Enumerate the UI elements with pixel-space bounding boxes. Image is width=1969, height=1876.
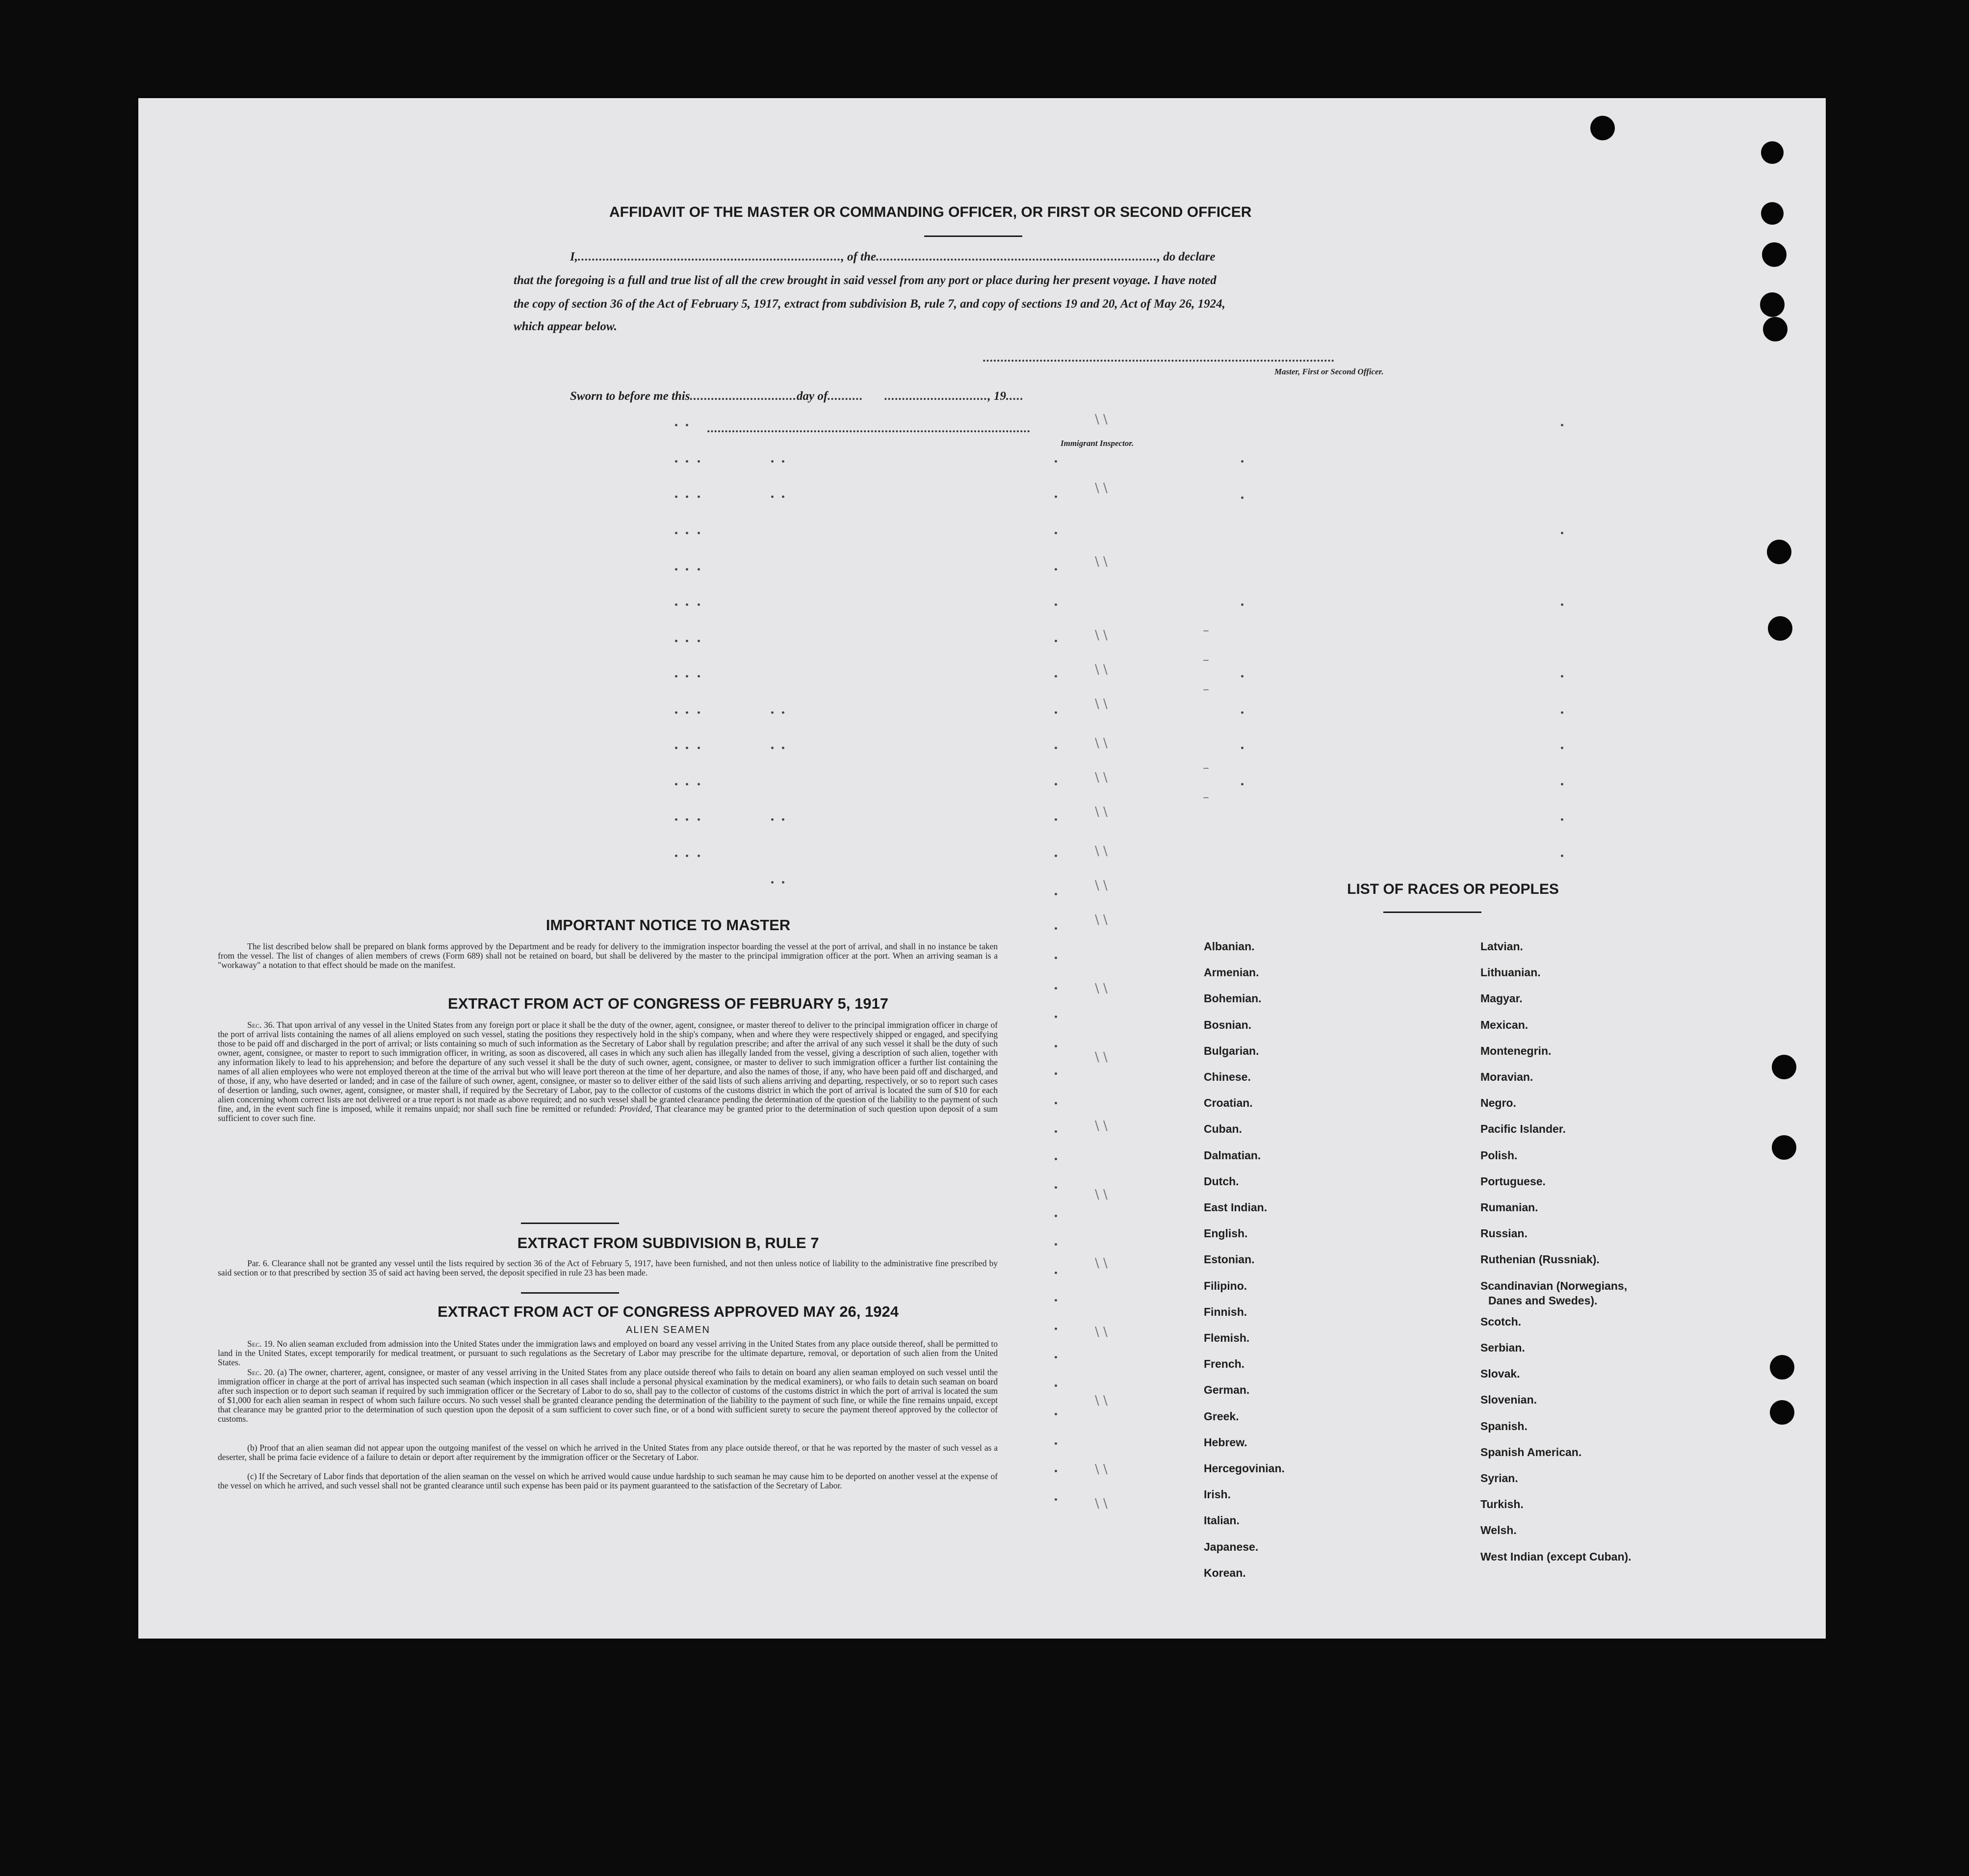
race-item: East Indian. — [1204, 1201, 1268, 1214]
divider — [1383, 912, 1481, 913]
race-item: Irish. — [1204, 1488, 1231, 1501]
race-item: Montenegrin. — [1480, 1044, 1552, 1057]
race-item: Albanian. — [1204, 940, 1255, 953]
binder-hole — [1590, 116, 1615, 140]
race-item: French. — [1204, 1357, 1245, 1371]
inspector-label: Immigrant Inspector. — [1061, 439, 1134, 448]
sworn-line: Sworn to before me this..............................day of.......... ............................., 19..... — [570, 390, 1024, 403]
race-item: Dutch. — [1204, 1174, 1239, 1188]
race-item: Japanese. — [1204, 1540, 1259, 1553]
binder-hole — [1761, 202, 1784, 225]
race-item: Slovak. — [1480, 1367, 1520, 1381]
binder-hole — [1763, 317, 1788, 341]
binder-hole — [1760, 292, 1785, 317]
race-item: Spanish American. — [1480, 1445, 1582, 1459]
declaration-line-2: that the foregoing is a full and true list of all the crew brought in said vessel from any port or place during her present voyage. I have noted — [514, 274, 1217, 287]
race-item: Turkish. — [1480, 1498, 1524, 1511]
race-item: Croatian. — [1204, 1096, 1253, 1110]
race-item: Hebrew. — [1204, 1435, 1247, 1449]
notice-text: The list described below shall be prepared on blank forms approved by the Department and be ready for delivery to the immigration inspector boarding the vessel at the port of arrival, and shall in no instance be taken from the vessel. The list of changes of alien members of crews (Form 689) shall not be retained on board, but shall be delivered by the master to the principal immigration officer at the port. When an arriving seaman is a "workaway" a notation to that effect should be made on the manifest. — [218, 941, 998, 970]
race-item: Pacific Islander. — [1480, 1122, 1566, 1136]
act-1924-sec-19: Sec. 19. No alien seaman excluded from admission into the United States under the immigration laws and employed on board any vessel arriving in the United States from any place outside thereof, shall be permitted to land in the United States, except temporarily for medical treatment, or pursuant to such regulations as the Secretary of Labor may prescribe for the ultimate departure, removal, or deportation of such alien from the United States. — [218, 1339, 998, 1367]
declaration-line-4: which appear below. — [514, 320, 617, 333]
race-item: Mexican. — [1480, 1018, 1529, 1031]
inspector-signature-line: ........................................................................................... — [707, 422, 1031, 435]
race-item: Estonian. — [1204, 1253, 1255, 1266]
binder-hole — [1762, 242, 1787, 267]
act-1924-sec-20b: (b) Proof that an alien seaman did not appear upon the outgoing manifest of the vessel on which he arrived in the United States from any place outside thereof, or that he was reported by the master of such vessel as a deserter, shall be prima facie evidence of a failure to detain or deport after requirement by the immigration officer or the Secretary of Labor. — [218, 1443, 998, 1462]
binder-hole — [1772, 1055, 1796, 1079]
race-item: Cuban. — [1204, 1122, 1242, 1136]
manifest-page: AFFIDAVIT OF THE MASTER OR COMMANDING OFFICER, OR FIRST OR SECOND OFFICER I,.........................................................................., of the..............................................................................., do declare that the foregoing is a full and true list of all the crew brought in said vessel from any port or place during her present voyage. I have noted the copy of section 36 of the Act of February 5, 1917, extract from subdivision B, rule 7, and copy of sections 19 and 20, Act of May 26, 1924, which appear below. ................................................................................................... Master, First or Second Officer. Sworn to before me this..............................day of.......... ............................., 19..... ........................................................................................... Immigrant Inspector. \ \ \ \ \ \ \ \ \ \ \ \ \ \ \ \ \ \ \ \ \ \ \ \ \ \ \ \ \ \ \ \ \ \ \ \ \ \ \ \ \ \ – – – – – IMPORTANT NOTICE TO MASTER The list described below shall be prepared on blank forms approved by the Department and be ready for delivery to the immigration inspector boarding the vessel at the port of arrival, and shall in no instance be taken from the vessel. The list of changes of alien members of crews (Form 689) shall not be retained on board, but shall be delivered by the master to the principal immigration officer at the port. When an arriving seaman is a "workaway" a notation to that effect should be made on the manifest. EXTRACT FROM ACT OF CONGRESS OF FEBRUARY 5, 1917 Sec. 36. That upon arrival of any vessel in the United States from any foreign port or place it shall be the duty of the owner, agent, consignee, or master thereof to deliver to the principal immigration officer in charge of the port of arrival lists containing the names of all aliens employed on such vessel, stating the positions they respectively hold in the ship's company, when and where they were respectively shipped or engaged, and specifying those to be paid off and discharged in the port of arrival; or lists containing so much of such information as the Secretary of Labor shall by regulation prescribe; and after the arrival of any such vessel it shall be the duty of such owner, agent, consignee, or master to report to such immigration officer, in writing, as soon as discovered, all cases in which any such alien has illegally landed from the vessel, giving a description of such alien, together with any information likely to lead to his apprehension; and before the departure of any such vessel it shall be the duty of such owner, agent, consignee, or master to deliver to such immigration officer a further list containing the names of all alien employees who were not employed thereon at the time of the arrival but who will leave port thereon at the time of her departure, and also the names of those, if any, who have been paid off and discharged, and of those, if any, who have deserted or landed; and in case of the failure of such owner, agent, consignee, or master so to deliver either of the said lists of such aliens arriving and departing, respectively, or so to report such cases of desertion or landing, such owner, agent, consignee, or master shall, if required by the Secretary of Labor, pay to the collector of customs of the customs district in which the port of arrival is located the sum of $10 for each alien concerning whom correct lists are not delivered or a true report is not made as above required; and no such vessel shall be granted clearance pending the determination of the question of the liability to the payment of such fine, and, in the event such fine is imposed, while it remains unpaid; nor shall such fine be remitted or refunded: Provided, That clearance may be granted prior to the determination of such question upon deposit of a sum sufficient to cover such fine. EXTRACT FROM SUBDIVISION B, RULE 7 Par. 6. Clearance shall not be granted any vessel until the lists required by section 36 of the Act of February 5, 1917, have been furnished, and not then unless notice of liability to the administrative fine prescribed by said section or to that prescribed by section 35 of said act having been served, the deposit specified in rule 23 has been made. EXTRACT FROM ACT OF CONGRESS APPROVED MAY 26, 1924 ALIEN SEAMEN Sec. 19. No alien seaman excluded from admission into the United States under the immigration laws and employed on board any vessel arriving in the United States from any place outside thereof, shall be permitted to land in the United States, except temporarily for medical treatment, or pursuant to such regulations as the Secretary of Labor may prescribe for the ultimate departure, removal, or deportation of such alien from the United States. Sec. 20. (a) The owner, charterer, agent, consignee, or master of any vessel arriving in the United States from any place outside thereof who fails to detain on board any alien seaman employed on such vessel until the immigration officer in charge at the port of arrival has inspected such seaman (which inspection in all cases shall include a personal physical examination by the medical examiners), or who fails to detain such seaman on board after such inspection or to deport such seaman if required by such immigration officer or the Secretary of Labor to do so, shall pay to the collector of customs of the customs district in which the port of arrival is located the sum of $1,000 for each alien seaman in respect of whom such failure occurs. No such vessel shall be granted clearance pending the determination of the liability to the payment of such fine, or while the fine remains unpaid, except that clearance may be granted prior to the determination of such question upon the deposit of a sum sufficient to cover such fine, or of a bond with sufficient surety to secure the payment thereof approved by the collector of customs. (b) Proof that an alien seaman did not appear upon the outgoing manifest of the vessel on which he arrived in the United States from any place outside thereof, or that he was reported by the master of such vessel as a deserter, shall be prima facie evidence of a failure to detain or deport after requirement by the immigration officer or the Secretary of Labor. (c) If the Secretary of Labor finds that deportation of the alien seaman on the vessel on which he arrived would cause undue hardship to such seaman he may cause him to be deported on another vessel at the expense of the vessel on which he arrived, and such vessel shall not be granted clearance until such expense has been paid or its payment guaranteed to the satisfaction of the Secretary of Labor. LIST OF RACES OR PEOPLES Albanian. Armenian. Bohemian. Bosnian. Bulgarian. Chinese. Croatian. Cuban. Dalmatian. Dutch. East Indian. English. Estonian. Filipino. Finnish. Flemish. French. German. Greek. Hebrew. Hercegovinian. Irish. Italian. Japanese. Korean. Latvian. Lithuanian. Magyar. Mexican. Montenegrin. Moravian. Negro. Pacific Islander. Polish. Portuguese. Rumanian. Russian. Ruthenian (Russniak). Scandinavian (Norwegians, Danes and Swedes). Scotch. Serbian. Slovak. Slovenian. Spanish. Spanish American. Syrian. Turkish. Welsh. West Indian (except Cuban). — [138, 98, 1826, 1639]
race-item: Spanish. — [1480, 1419, 1528, 1433]
race-item: Italian. — [1204, 1514, 1240, 1527]
race-item: Dalmatian. — [1204, 1148, 1261, 1162]
binder-hole — [1770, 1400, 1794, 1425]
race-item: Russian. — [1480, 1227, 1528, 1240]
rule-7-title: EXTRACT FROM SUBDIVISION B, RULE 7 — [517, 1234, 819, 1251]
rule-7-text: Par. 6. Clearance shall not be granted any vessel until the lists required by section 36 of the Act of February 5, 1917, have been furnished, and not then unless notice of liability to the administrative fine prescribed by said section or to that prescribed by section 35 of said act having been served, the deposit specified in rule 23 has been made. — [218, 1258, 998, 1277]
signature-line: ................................................................................................... — [983, 351, 1335, 365]
binder-hole — [1770, 1355, 1794, 1380]
race-item: Armenian. — [1204, 966, 1259, 979]
race-item: Scandinavian (Norwegians, — [1480, 1279, 1628, 1292]
declaration-line-3: the copy of section 36 of the Act of February 5, 1917, extract from subdivision B, rule 7, and copy of sections 19 and 20, Act of May 26, 1924, — [514, 297, 1225, 311]
race-item: Ruthenian (Russniak). — [1480, 1253, 1600, 1266]
race-item: Filipino. — [1204, 1279, 1247, 1292]
race-item: Latvian. — [1480, 940, 1523, 953]
divider — [521, 1223, 619, 1224]
race-item: Finnish. — [1204, 1305, 1247, 1318]
race-item: Greek. — [1204, 1409, 1239, 1423]
affidavit-title: AFFIDAVIT OF THE MASTER OR COMMANDING OFFICER, OR FIRST OR SECOND OFFICER — [609, 204, 1252, 220]
race-item: Moravian. — [1480, 1070, 1533, 1083]
binder-hole — [1761, 141, 1784, 164]
race-item: Rumanian. — [1480, 1201, 1538, 1214]
races-title: LIST OF RACES OR PEOPLES — [1347, 881, 1559, 897]
act-1924-title: EXTRACT FROM ACT OF CONGRESS APPROVED MAY 26, 1924 — [438, 1303, 899, 1320]
act-1924-sec-20a: Sec. 20. (a) The owner, charterer, agent, consignee, or master of any vessel arriving in the United States from any place outside thereof who fails to detain on board any alien seaman employed on such vessel until the immigration officer in charge at the port of arrival has inspected such seaman (which inspection in all cases shall include a personal physical examination by the medical examiners), or who fails to detain such seaman on board after such inspection or to deport such seaman if required by such immigration officer or the Secretary of Labor to do so, shall pay to the collector of customs of the customs district in which the port of arrival is located the sum of $1,000 for each alien seaman in respect of whom such failure occurs. No such vessel shall be granted clearance pending the determination of the liability to the payment of such fine, or while the fine remains unpaid, except that clearance may be granted prior to the determination of such question upon the deposit of a sum sufficient to cover such fine, or of a bond with sufficient surety to secure the payment thereof approved by the collector of customs. — [218, 1367, 998, 1424]
act-1917-title: EXTRACT FROM ACT OF CONGRESS OF FEBRUARY 5, 1917 — [448, 995, 888, 1012]
act-1924-subtitle: ALIEN SEAMEN — [626, 1325, 710, 1335]
act-1924-sec-20c: (c) If the Secretary of Labor finds that deportation of the alien seaman on the vessel on which he arrived would cause undue hardship to such seaman he may cause him to be deported on another vessel at the expense of the vessel on which he arrived, and such vessel shall not be granted clearance until such expense has been paid or its payment guaranteed to the satisfaction of the Secretary of Labor. — [218, 1471, 998, 1490]
race-item: Portuguese. — [1480, 1174, 1546, 1188]
race-item: German. — [1204, 1383, 1250, 1397]
race-item: West Indian (except Cuban). — [1480, 1550, 1632, 1563]
signature-label: Master, First or Second Officer. — [1274, 367, 1384, 376]
divider — [924, 235, 1022, 237]
race-item: Slovenian. — [1480, 1393, 1537, 1407]
race-item: Bohemian. — [1204, 992, 1262, 1005]
race-item: English. — [1204, 1227, 1248, 1240]
act-1917-text: Sec. 36. That upon arrival of any vessel in the United States from any foreign port or place it shall be the duty of the owner, agent, consignee, or master thereof to deliver to the principal immigration officer in charge of the port of arrival lists containing the names of all aliens employed on such vessel, stating the positions they respectively hold in the ship's company, when and where they were respectively shipped or engaged, and specifying those to be paid off and discharged in the port of arrival; or lists containing so much of such information as the Secretary of Labor shall by regulation prescribe; and after the arrival of any such vessel it shall be the duty of such owner, agent, consignee, or master to report to such immigration officer, in writing, as soon as discovered, all cases in which any such alien has illegally landed from the vessel, giving a description of such alien, together with any information likely to lead to his apprehension; and before the departure of any such vessel it shall be the duty of such owner, agent, consignee, or master to deliver to such immigration officer a further list containing the names of all alien employees who were not employed thereon at the time of the arrival but who will leave port thereon at the time of her departure, and also the names of those, if any, who have been paid off and discharged, and of those, if any, who have deserted or landed; and in case of the failure of such owner, agent, consignee, or master so to deliver either of the said lists of such aliens arriving and departing, respectively, or so to report such cases of desertion or landing, such owner, agent, consignee, or master shall, if required by the Secretary of Labor, pay to the collector of customs of the customs district in which the port of arrival is located the sum of $10 for each alien concerning whom correct lists are not delivered or a true report is not made as above required; and no such vessel shall be granted clearance pending the determination of the question of the liability to the payment of such fine, and, in the event such fine is imposed, while it remains unpaid; nor shall such fine be remitted or refunded: Provided, That clearance may be granted prior to the determination of such question upon deposit of a sum sufficient to cover such fine. — [218, 1020, 998, 1123]
race-item: Lithuanian. — [1480, 966, 1541, 979]
binder-hole — [1767, 540, 1791, 564]
divider — [521, 1292, 619, 1294]
race-item: Polish. — [1480, 1148, 1518, 1162]
notice-title: IMPORTANT NOTICE TO MASTER — [545, 916, 791, 934]
race-item: Serbian. — [1480, 1341, 1525, 1354]
race-item: Hercegovinian. — [1204, 1462, 1285, 1475]
race-item: Danes and Swedes). — [1488, 1294, 1598, 1307]
binder-hole — [1768, 616, 1792, 641]
race-item: Korean. — [1204, 1566, 1246, 1579]
race-item: Flemish. — [1204, 1331, 1250, 1344]
race-item: Bulgarian. — [1204, 1044, 1259, 1057]
race-item: Welsh. — [1480, 1524, 1517, 1537]
race-item: Scotch. — [1480, 1315, 1522, 1328]
race-item: Negro. — [1480, 1096, 1516, 1110]
race-item: Syrian. — [1480, 1472, 1518, 1485]
race-item: Chinese. — [1204, 1070, 1251, 1083]
race-item: Bosnian. — [1204, 1018, 1252, 1031]
race-item: Magyar. — [1480, 992, 1523, 1005]
declaration-line-1: I,.........................................................................., of the..............................................................................., do declare — [570, 250, 1216, 263]
binder-hole — [1772, 1135, 1796, 1160]
